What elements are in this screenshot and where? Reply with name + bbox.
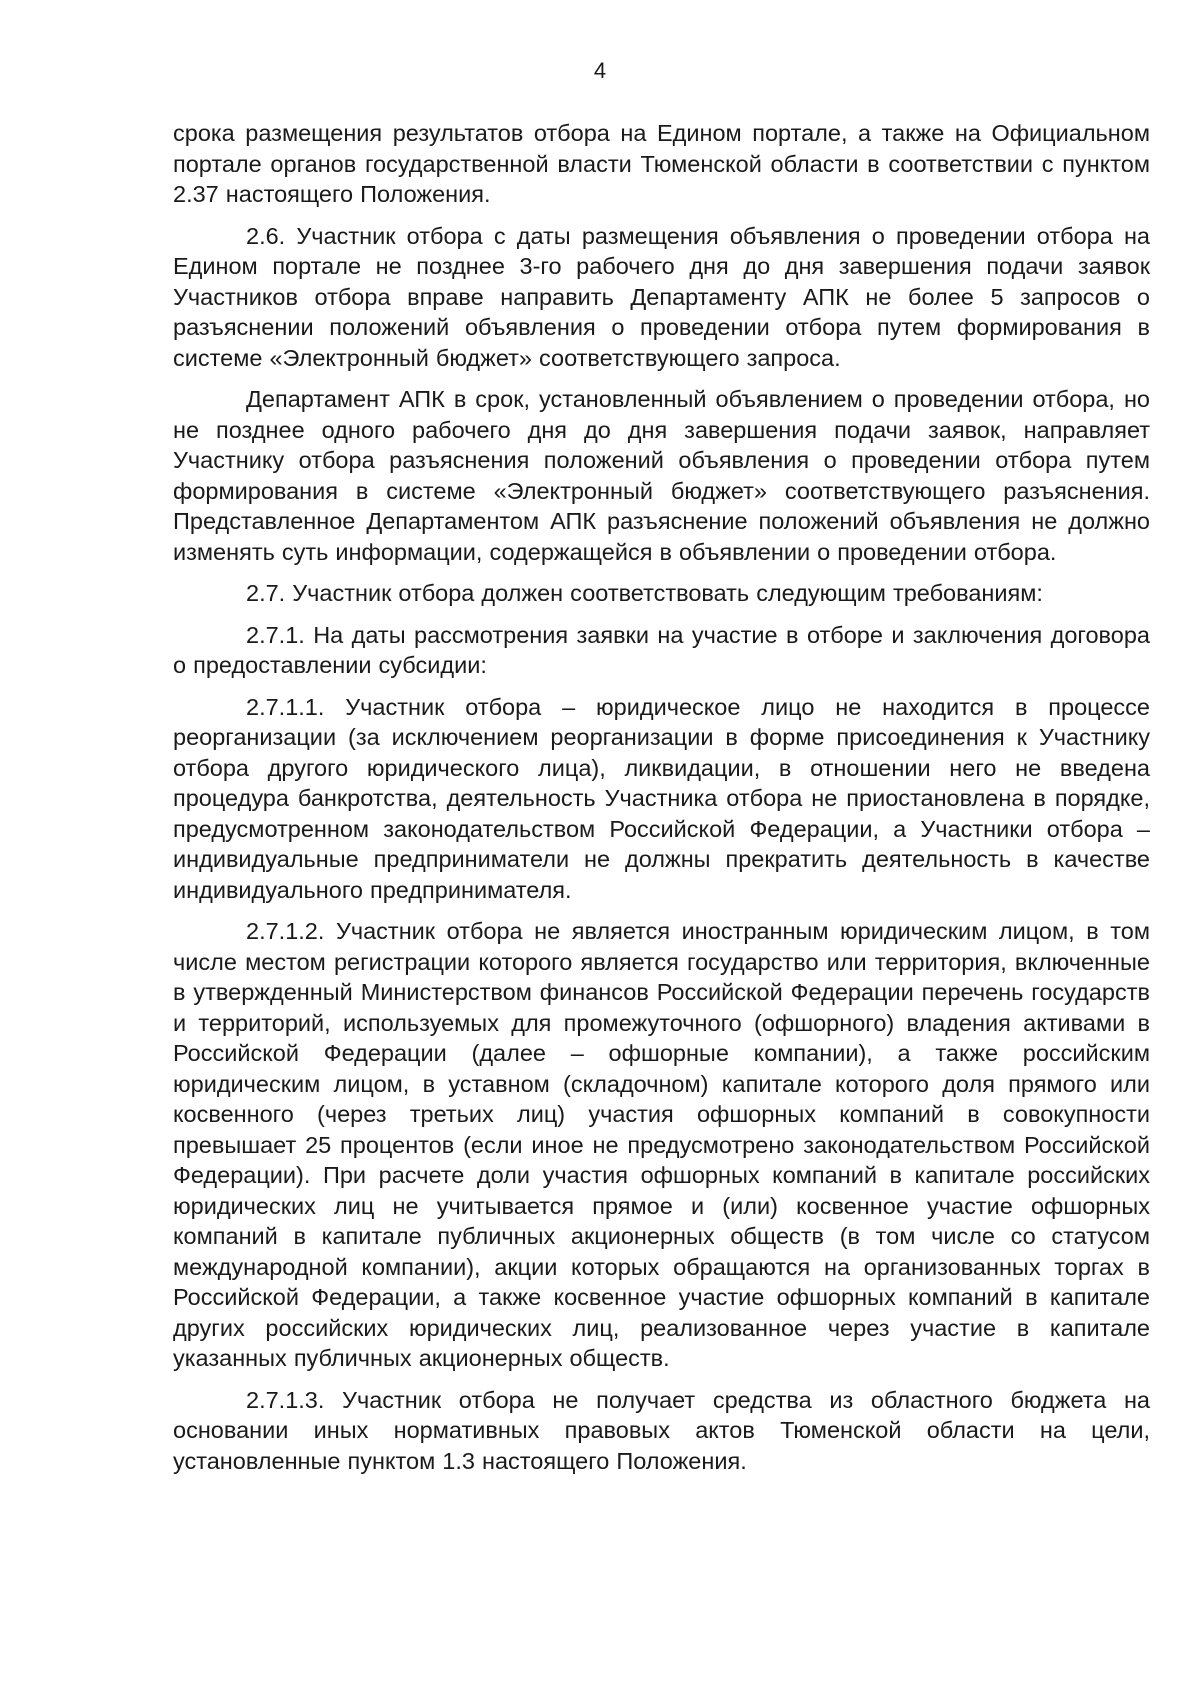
paragraph-department-clarification: Департамент АПК в срок, установленный объявлением о проведении отбора, но не позднее одного рабочего дня до дня завершения подачи заявок, направляет Участнику отбора разъяснения положений объявления о проведении отбора путем формирования в системе «Электронный бюджет» соответствующего разъяснения. Представленное Департаментом АПК разъяснение положений объявления не должно изменять суть информации, содержащейся в объявлении о проведении отбора. <box>173 386 1150 565</box>
paragraph-2-7-1-1: 2.7.1.1. Участник отбора – юридическое лицо не находится в процессе реорганизации (за исключением реорганизации в форме присоединения к Участнику отбора другого юридического лица), ликвидации, в отношении него не введена процедура банкротства, деятельность Участника отбора не приостановлена в порядке, предусмотренном законодательством Российской Федерации, а Участники отбора – индивидуальные предприниматели не должны прекратить деятельность в качестве индивидуального предпринимателя. <box>173 693 1150 903</box>
document-body <box>173 118 1150 1487</box>
paragraph-2-7-1-3: 2.7.1.3. Участник отбора не получает средства из областного бюджета на основании иных нормативных правовых актов Тюменской области на цели, установленные пунктом 1.3 настоящего Положения. <box>173 1386 1150 1474</box>
page-number: 4 <box>593 58 607 83</box>
paragraph-continuation: срока размещения результатов отбора на Едином портале, а также на Официальном портале органов государственной власти Тюменской области в соответствии с пунктом 2.37 настоящего Положения. <box>173 120 1150 207</box>
paragraph-2-6: 2.6. Участник отбора с даты размещения объявления о проведении отбора на Едином портале не позднее 3-го рабочего дня до дня завершения подачи заявок Участников отбора вправе направить Департаменту АПК не более 5 запросов о разъяснении положений объявления о проведении отбора путем формирования в системе «Электронный бюджет» соответствующего запроса. <box>173 222 1150 371</box>
paragraph-2-7-1: 2.7.1. На даты рассмотрения заявки на участие в отборе и заключения договора о предоставлении субсидии: <box>173 621 1150 678</box>
paragraph-2-7-1-2: 2.7.1.2. Участник отбора не является иностранным юридическим лицом, в том числе местом регистрации которого является государство или территория, включенные в утвержденный Министерством финансов Российской Федерации перечень государств и территорий, используемых для промежуточного (офшорного) владения активами в Российской Федерации (далее – офшорные компании), а также российским юридическим лицом, в уставном (складочном) капитале которого доля прямого или косвенного (через третьих лиц) участия офшорных компаний в совокупности превышает 25 процентов (если иное не предусмотрено законодательством Российской Федерации). При расчете доли участия офшорных компаний в капитале российских юридических лиц не учитывается прямое и (или) косвенное участие офшорных компаний в капитале публичных акционерных обществ (в том числе со статусом международной компании), акции которых обращаются на организованных торгах в Российской Федерации, а также косвенное участие офшорных компаний в капитале других российских юридических лиц, реализованное через участие в капитале указанных публичных акционерных обществ. <box>173 918 1150 1371</box>
paragraph-2-7: 2.7. Участник отбора должен соответствовать следующим требованиям: <box>246 580 1043 606</box>
